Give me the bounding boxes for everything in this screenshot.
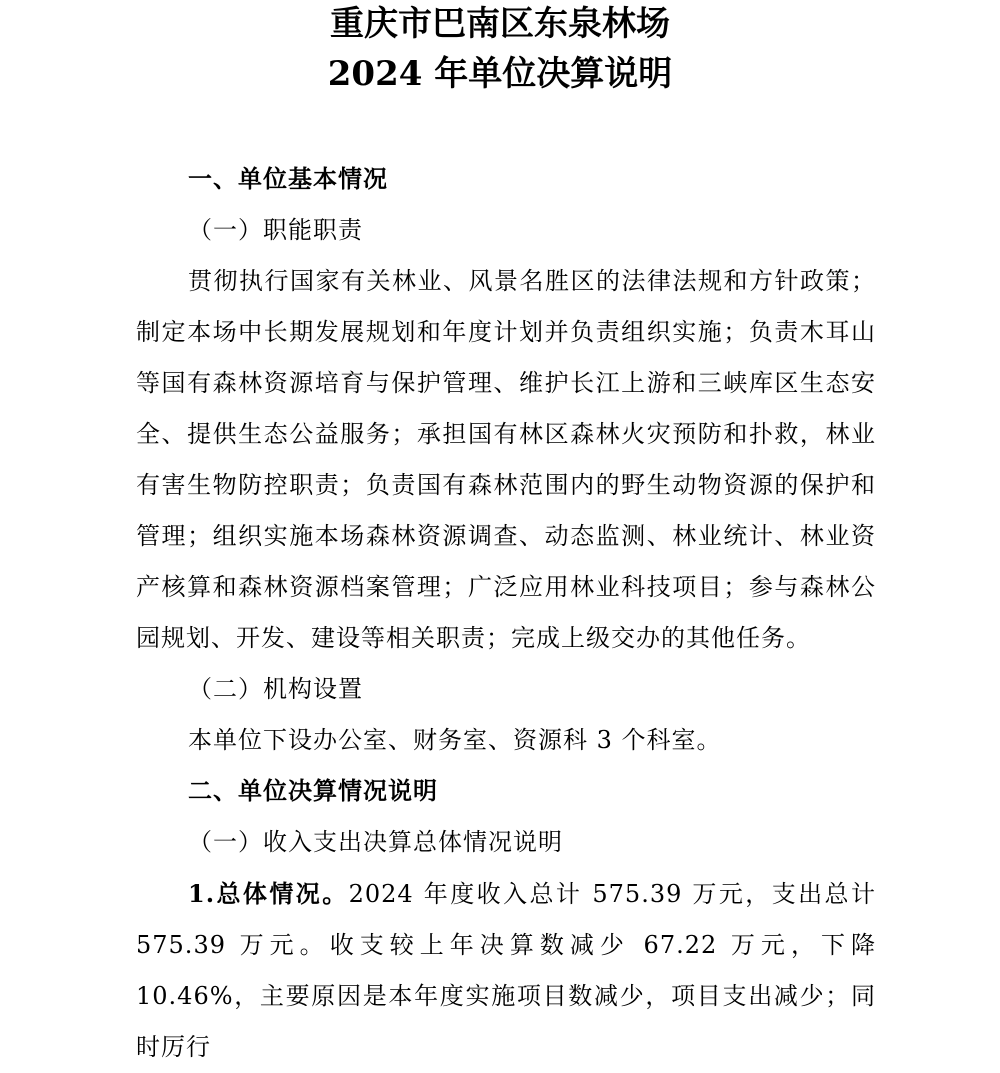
section-heading-final-accounts: 二、单位决算情况说明 <box>188 777 438 805</box>
document-body <box>136 154 876 1073</box>
subsection-heading-income-expense: （一）收入支出决算总体情况说明 <box>188 828 563 856</box>
subsection-heading-organization: （二）机构设置 <box>188 675 363 703</box>
section-heading-basic-info: 一、单位基本情况 <box>188 165 388 193</box>
subsection-heading-functions: （一）职能职责 <box>188 216 363 244</box>
document-title: 重庆市巴南区东泉林场 <box>330 4 670 44</box>
document-subtitle: 2024 年单位决算说明 <box>327 54 673 94</box>
paragraph-overall <box>136 868 876 1073</box>
paragraph-overall-text: 2024 年度收入总计 575.39 万元，支出总计 575.39 万元。收支较上年决算数减少 67.22 万元，下降 10.46%，主要原因是本年度实施项目数减少，项目支出减少；同时厉行 <box>136 880 876 1061</box>
paragraph-lead: 1.总体情况。 <box>188 879 349 908</box>
paragraph-functions: 贯彻执行国家有关林业、风景名胜区的法律法规和方针政策；制定本场中长期发展规划和年度计划并负责组织实施；负责木耳山等国有森林资源培育与保护管理、维护长江上游和三峡库区生态安全、提供生态公益服务；承担国有林区森林火灾预防和扑救，林业有害生物防控职责；负责国有森林范围内的野生动物资源的保护和管理；组织实施本场森林资源调查、动态监测、林业统计、林业资产核算和森林资源档案管理；广泛应用林业科技项目；参与森林公园规划、开发、建设等相关职责；完成上级交办的其他任务。 <box>136 267 876 652</box>
paragraph-organization: 本单位下设办公室、财务室、资源科 3 个科室。 <box>188 726 722 754</box>
